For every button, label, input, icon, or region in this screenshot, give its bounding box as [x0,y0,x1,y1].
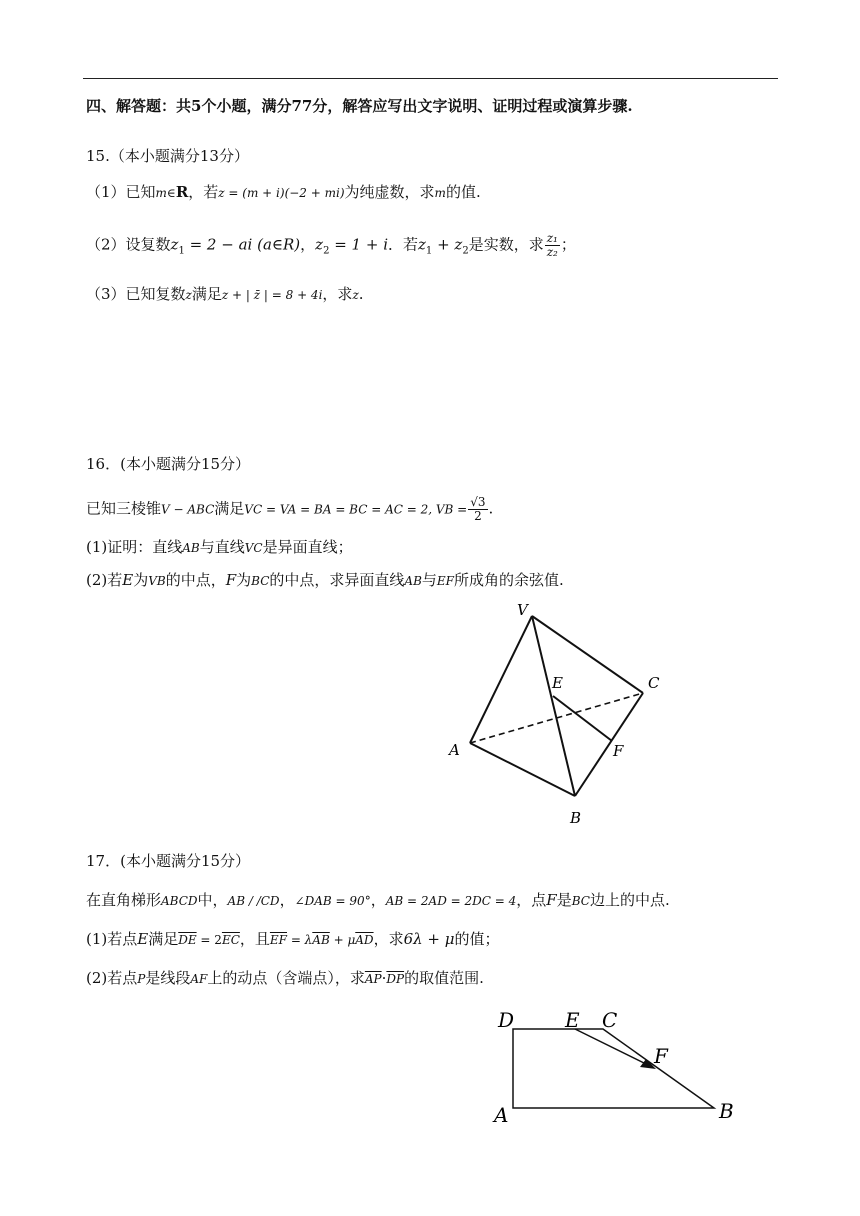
q15-part3 [86,284,364,305]
q16-p1-c: 与直线 [199,538,245,556]
label-a: A [449,741,460,759]
q17-p2-e: 上的动点（含端点），求 [207,969,365,987]
q16-stem-frac-num: √3 [470,495,486,509]
q17-stem-g: ， [370,891,386,909]
q15-header: 15.（本小题满分13分） [86,147,249,165]
edge-va [470,616,532,743]
q15-p3-f: z [352,288,359,302]
label-d: D [498,1008,515,1032]
q17-p2-b: P [137,972,146,986]
q17-p2-vec-ap: $\overline{AP}$ [364,972,382,986]
q15-p2-h-sub: 1 [425,245,433,257]
q15-p2-z2-def: = 1 + i [329,235,388,254]
q17-p1-b: E [137,930,149,948]
q17-stem-l: BC [571,894,590,908]
q17-stem-k: 是 [556,891,572,909]
q17-stem-a: 在直角梯形 [86,891,162,909]
label-f: F [654,1044,668,1068]
q15-p2-frac-den: z₂ [546,245,558,259]
q17-stem-m: 边上的中点. [589,891,670,909]
q15-p2-a: （2）设复数 [86,235,171,254]
q17-stem-e: ， [279,891,295,909]
tetrahedron-figure [440,598,680,830]
q15-p3-e: ，求 [322,285,353,303]
q17-p1-vec-ad: $\overline{AD}$ [355,933,374,947]
q17-p2-c: 是线段 [145,969,191,987]
edge-vb [532,616,575,796]
q15-part1 [86,182,481,203]
q17-part1 [86,929,500,950]
header-rule [83,78,778,79]
q16-p1-b: AB [182,541,200,555]
q16-p1-d: VC [244,541,263,555]
q16-p1-a: (1)证明：直线 [86,538,183,556]
q16-p2-h: BC [251,574,270,588]
q15-p2-frac-num: z₁ [546,231,558,245]
label-b: B [719,1099,734,1123]
q16-part2 [86,570,564,591]
q16-p2-a: (2)若 [86,571,123,589]
q15-p3-g: . [358,285,364,303]
q17-p1-d2: = 2 [196,933,222,947]
q16-p2-c: 为 [133,571,149,589]
q16-stem [86,496,493,523]
q15-p3-a: （3）已知复数 [86,285,186,303]
q17-p2-g: 的取值范围. [404,969,484,987]
q17-p1-f4: + μ [329,933,356,947]
q17-p2-d: AF [190,972,208,986]
q17-p1-g: ，求 [373,930,404,948]
q17-stem-i: ，点 [516,891,547,909]
q15-p2-z1-sub: 1 [178,245,185,257]
section-heading: 四、解答题：共5个小题，满分77分，解答应写出文字说明、证明过程或演算步骤. [86,97,633,115]
q16-stem-d: VC = VA = BA = BC = AC = 2, VB = [244,502,468,517]
q16-p2-j: AB [404,574,422,588]
q16-header: 16．(本小题满分15分） [86,455,251,473]
trapezoid-figure [490,1005,760,1130]
q15-p2-h: z [418,235,426,254]
segment-ef [553,696,612,741]
label-e: E [552,674,563,692]
q17-p1-vec-de: $\overline{DE}$ [178,933,197,947]
q15-p1-h: 的值. [445,183,481,201]
q15-p1-g: m [434,186,446,200]
edge-ac-hidden [470,693,643,743]
edge-ab [470,743,575,796]
q15-p2-k: 是实数，求 [468,235,544,254]
q16-p2-e: 的中点， [165,571,226,589]
q16-p1-e: 是异面直线； [262,538,353,556]
q17-p1-vec-ab: $\overline{AB}$ [312,933,330,947]
q17-part2 [86,968,484,989]
q17-header: 17．(本小题满分15分） [86,852,251,870]
q15-p2-d: ， [300,235,316,254]
q17-stem-j: F [546,891,557,909]
label-e: E [565,1008,580,1032]
q15-p2-plus: + [432,235,455,254]
q15-p1-f: 为纯虚数，求 [344,183,435,201]
edge-bc [575,693,643,796]
label-b: B [570,809,582,827]
q17-stem [86,890,670,911]
q15-p3-formula: z + | z̄ | = 8 + 4i [221,288,323,302]
q15-p2-l: ； [560,235,576,254]
label-f: F [613,742,624,760]
q15-p1-c: R [175,183,189,201]
q17-p1-vec-ec: $\overline{EC}$ [221,933,240,947]
q17-stem-f: ∠DAB = 90° [294,894,371,908]
q17-stem-h: AB = 2AD = 2DC = 4 [385,894,517,908]
label-c: C [648,674,660,692]
q17-p1-a: (1)若点 [86,930,138,948]
q17-p1-c: 满足 [148,930,179,948]
label-c: C [602,1008,618,1032]
trapezoid-abcd [513,1029,714,1108]
q16-p2-l: EF [436,574,454,588]
q15-p2-z1: z [170,235,179,254]
q16-p2-f: F [225,571,237,589]
q17-stem-c: 中， [197,891,228,909]
q16-p2-b: E [122,571,134,589]
q17-p2-dot: · [381,969,387,987]
q17-p2-vec-dp: $\overline{DP}$ [386,972,405,986]
q16-p2-i: 的中点，求异面直线 [269,571,405,589]
q17-p1-h: 6λ + μ [403,930,455,948]
label-v: V [517,601,528,619]
q16-p2-k: 与 [421,571,437,589]
q17-p2-a: (2)若点 [86,969,138,987]
q15-p3-c: 满足 [191,285,222,303]
q15-p2-z2-sub: 2 [323,245,330,257]
q17-stem-b: ABCD [161,894,198,908]
q17-stem-d: AB / /CD [227,894,280,908]
q15-p2-j: z [454,235,463,254]
q15-p2-g: ．若 [388,235,419,254]
q16-stem-a: 已知三棱锥 [86,499,162,518]
q16-stem-frac-den: 2 [474,509,482,523]
q15-p1-b: m∈ [155,186,176,200]
q16-p2-d: VB [148,574,166,588]
q17-p1-e: ，且 [239,930,270,948]
q15-p2-z2: z [315,235,324,254]
q16-p2-g: 为 [236,571,252,589]
q15-part2 [86,232,576,262]
q17-p1-i: 的值； [454,930,500,948]
q16-stem-e: . [488,499,494,518]
q15-p1-a: （1）已知 [86,183,156,201]
q15-p3-b: z [185,288,192,302]
q15-p2-fraction [545,232,560,259]
q16-stem-b: V − ABC [161,502,215,517]
q16-p2-m: 所成角的余弦值. [454,571,564,589]
q16-stem-c: 满足 [214,499,245,518]
q15-p2-j-sub: 2 [462,245,469,257]
q15-p1-formula: z = (m + i)(−2 + mi) [218,186,345,200]
q17-p1-f2: = λ [287,933,313,947]
label-a: A [494,1103,509,1127]
q16-part1 [86,537,353,558]
q15-p2-z1-def: = 2 − ai (a∈R) [184,235,301,254]
q15-p1-d: ，若 [188,183,219,201]
q16-stem-fraction [468,496,487,523]
q17-p1-vec-ef: $\overline{EF}$ [269,933,287,947]
